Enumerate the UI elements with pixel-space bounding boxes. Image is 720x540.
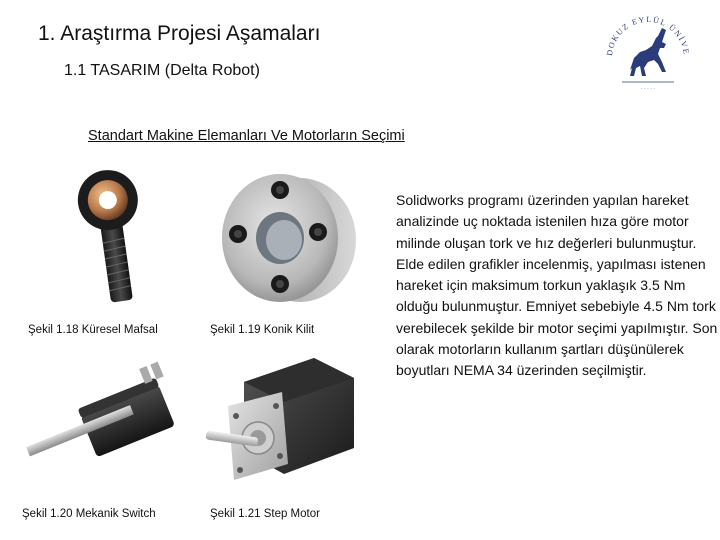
- taper-lock-image: [208, 160, 360, 312]
- svg-text:· · · · ·: · · · · ·: [641, 86, 655, 92]
- figure-caption: Şekil 1.21 Step Motor: [210, 508, 320, 520]
- page-subtitle: 1.1 TASARIM (Delta Robot): [64, 62, 260, 79]
- figure-caption: Şekil 1.19 Konik Kilit: [210, 324, 315, 336]
- rod-end-bearing-image: [36, 162, 186, 312]
- stepper-motor-image: [204, 352, 364, 500]
- figure-caption: Şekil 1.18 Küresel Mafsal: [28, 324, 158, 336]
- logo-ring-text: DOKUZ EYLÜL ÜNİVE: [604, 14, 691, 57]
- page-title: 1. Araştırma Projesi Aşamaları: [38, 22, 321, 45]
- micro-switch-image: [20, 356, 190, 496]
- description-paragraph: Solidworks programı üzerinden yapılan hareket analizinde uç noktada istenilen hıza göre motor milinde oluşan tork ve hız değerleri bulunmuştur. Elde edilen grafikler incelenmiş, yapılması istenen hareket için maksimum torkun yaklaşık 3.5 Nm olduğu bulunmuştur. Emniyet sebebiyle 4.5 Nm tork verebilecek şekilde bir motor seçimi yapılmıştır. Son olarak motorların kullanım şartları düşünülerek boyutları NEMA 34 üzerinden seçilmiştir.: [396, 192, 718, 379]
- figure-caption: Şekil 1.20 Mekanik Switch: [22, 508, 156, 520]
- university-seal-icon: [600, 8, 695, 100]
- section-heading: Standart Makine Elemanları Ve Motorların Seçimi: [88, 128, 405, 144]
- svg-text:DOKUZ EYLÜL ÜNİVERSİTESİ: [600, 8, 691, 56]
